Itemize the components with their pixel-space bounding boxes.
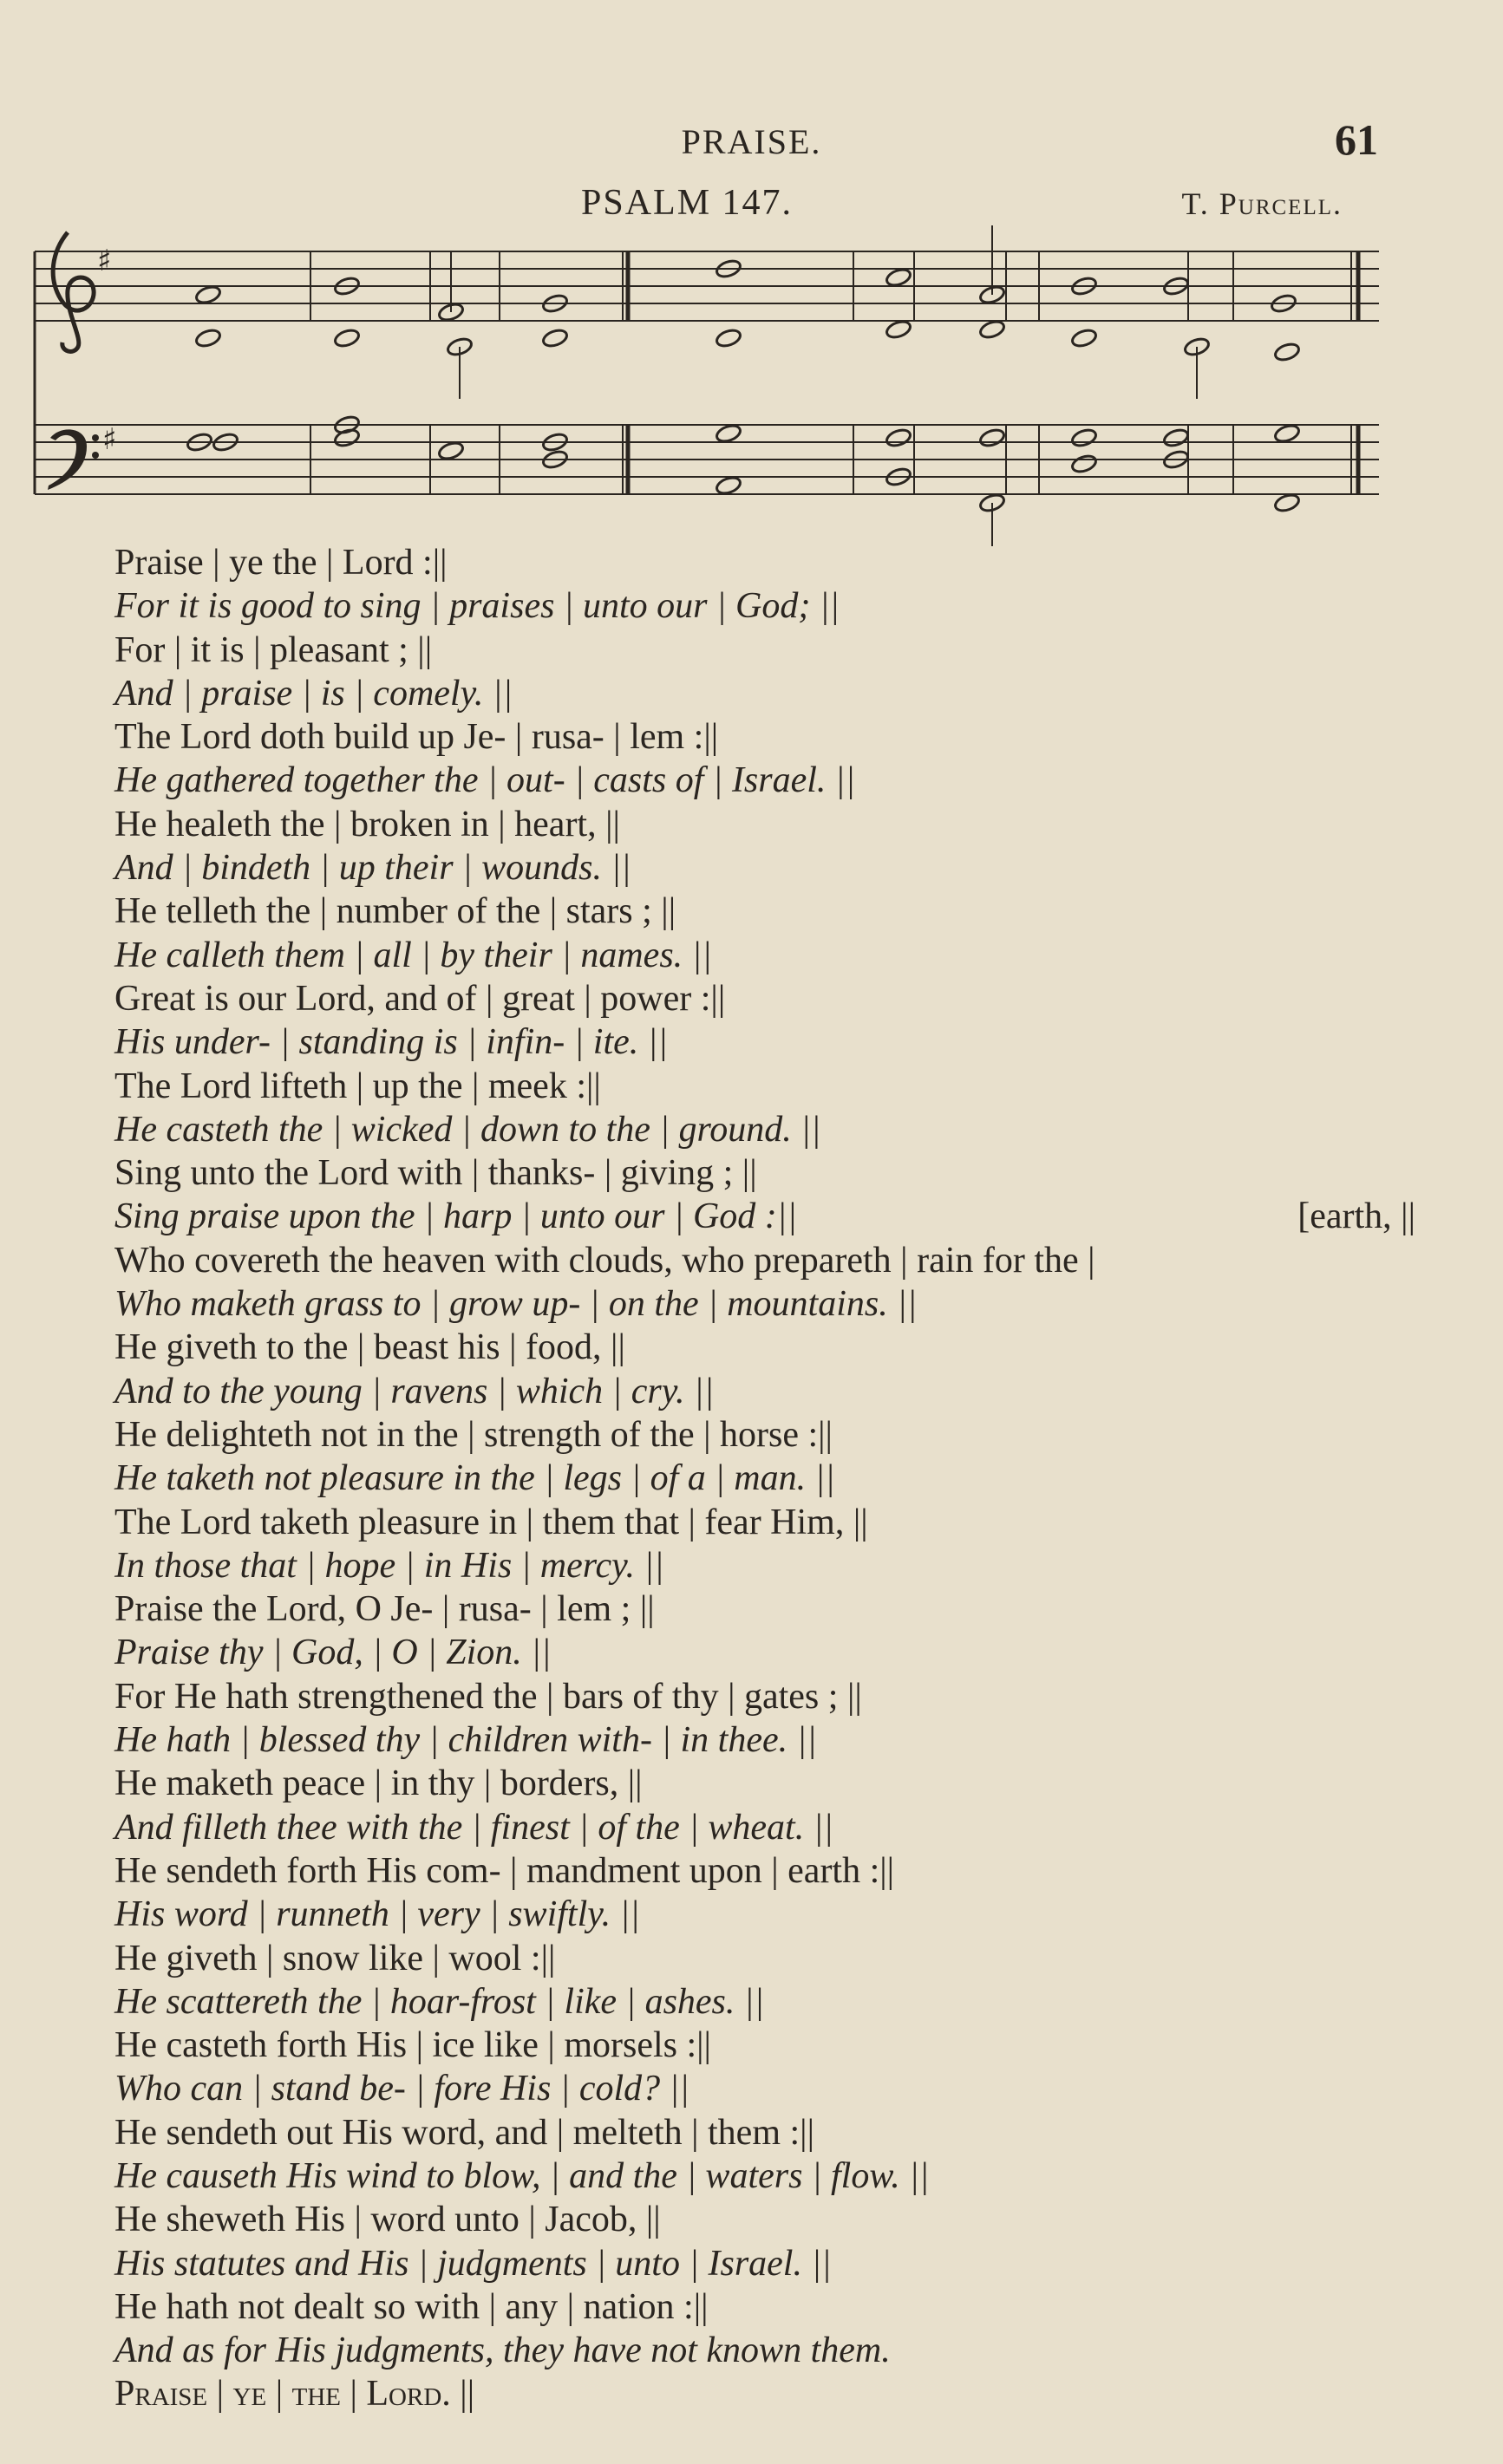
note-stems bbox=[451, 225, 1197, 546]
bass-key-signature-icon: ♯ bbox=[102, 422, 117, 457]
chant-line bbox=[114, 934, 1398, 977]
chant-line-text: Praise | ye | the | Lord. || bbox=[114, 2374, 475, 2415]
chant-line bbox=[114, 1980, 1398, 2024]
chant-line bbox=[114, 1762, 1398, 1805]
chant-line bbox=[114, 584, 1398, 628]
chant-line bbox=[114, 2372, 1398, 2415]
chant-line bbox=[114, 846, 1398, 890]
psalm-title: PSALM 147. bbox=[581, 183, 794, 223]
chant-line bbox=[114, 1239, 1398, 1282]
chant-line-text: He delighteth not in the | strength of the | horse :|| bbox=[114, 1414, 833, 1455]
chant-line-text: He calleth them | all | by their | names. || bbox=[114, 935, 712, 975]
psalm-text bbox=[114, 541, 1415, 2416]
chant-line-text: He giveth to the | beast his | food, || bbox=[114, 1327, 625, 1368]
chant-line-text: He gathered together the | out- | casts of | Israel. || bbox=[114, 760, 856, 801]
treble-staff bbox=[35, 251, 1379, 321]
chant-line-text: He sendeth out His word, and | melteth | them :|| bbox=[114, 2112, 814, 2153]
chant-line bbox=[114, 1893, 1398, 1936]
chant-line bbox=[114, 759, 1398, 802]
chant-line bbox=[114, 1108, 1398, 1151]
chant-line-text: And to the young | ravens | which | cry. || bbox=[114, 1371, 715, 1411]
chant-line bbox=[114, 2242, 1398, 2285]
chant-line-text: He scattereth the | hoar-frost | like | ashes. || bbox=[114, 1981, 764, 2022]
chant-line bbox=[114, 977, 1398, 1020]
chant-line-text: Praise thy | God, | O | Zion. || bbox=[114, 1633, 552, 1673]
chant-line-text: For He hath strengthened the | bars of thy | gates ; || bbox=[114, 1676, 862, 1717]
chant-line bbox=[114, 1587, 1398, 1631]
chant-line bbox=[114, 1806, 1398, 1849]
running-head: PRAISE. bbox=[681, 122, 822, 161]
chant-line-text: He taketh not pleasure in the | legs | of a | man. || bbox=[114, 1458, 835, 1499]
chant-line bbox=[114, 1631, 1398, 1674]
chant-line bbox=[114, 890, 1398, 933]
chant-line bbox=[114, 1020, 1398, 1064]
chant-line-text: Great is our Lord, and of | great | power :|| bbox=[114, 978, 726, 1019]
chant-line-text: He hath | blessed thy | children with- | in thee. || bbox=[114, 1720, 817, 1761]
chant-line bbox=[114, 715, 1398, 759]
chant-line bbox=[114, 1718, 1398, 1762]
chant-line-text: Praise | ye the | Lord :|| bbox=[114, 543, 448, 583]
chant-line-text: He healeth the | broken in | heart, || bbox=[114, 804, 620, 844]
chant-line-text: He casteth forth His | ice like | morsels :|| bbox=[114, 2025, 711, 2066]
chant-music-score bbox=[0, 0, 1503, 555]
chant-line bbox=[114, 2198, 1398, 2241]
chant-line-text: His word | runneth | very | swiftly. || bbox=[114, 1894, 640, 1935]
chant-line-text: Who maketh grass to | grow up- | on the | mountains. || bbox=[114, 1284, 918, 1325]
chant-line-text: Sing praise upon the | harp | unto our | God :|| bbox=[114, 1196, 797, 1237]
chant-line-turnover: [earth, || bbox=[1297, 1196, 1415, 1237]
chant-line bbox=[114, 1326, 1398, 1369]
chant-line bbox=[114, 2154, 1398, 2198]
chant-line-text: His under- | standing is | infin- | ite. || bbox=[114, 1022, 668, 1063]
chant-line bbox=[114, 2067, 1398, 2110]
chant-line-text: He casteth the | wicked | down to the | ground. || bbox=[114, 1109, 821, 1150]
treble-key-signature-icon: ♯ bbox=[97, 244, 112, 278]
chant-line-text: And as for His judgments, they have not known them. bbox=[114, 2330, 891, 2371]
chant-line bbox=[114, 1195, 1415, 1238]
chant-line-text: His statutes and His | judgments | unto | Israel. || bbox=[114, 2243, 832, 2284]
chant-line bbox=[114, 672, 1398, 715]
chant-line-text: He telleth the | number of the | stars ; || bbox=[114, 891, 676, 932]
chant-line-text: The Lord lifteth | up the | meek :|| bbox=[114, 1066, 601, 1106]
chant-line bbox=[114, 1675, 1398, 1718]
chant-line bbox=[114, 1151, 1398, 1195]
chant-line-text: And filleth thee with the | finest | of the | wheat. || bbox=[114, 1807, 833, 1848]
chant-line bbox=[114, 1937, 1398, 1980]
chant-line bbox=[114, 1849, 1398, 1893]
chant-line bbox=[114, 803, 1398, 846]
chant-line bbox=[114, 2285, 1398, 2329]
chant-line-text: Who can | stand be- | fore His | cold? || bbox=[114, 2069, 689, 2109]
notes-treble bbox=[194, 258, 1301, 363]
chant-line-text: And | praise | is | comely. || bbox=[114, 673, 513, 714]
notes-bass bbox=[186, 414, 1301, 514]
chant-line bbox=[114, 2329, 1398, 2372]
chant-line bbox=[114, 1370, 1398, 1413]
chant-line-text: In those that | hope | in His | mercy. || bbox=[114, 1545, 664, 1586]
chant-line-text: He hath not dealt so with | any | nation :|| bbox=[114, 2286, 709, 2327]
chant-line-text: The Lord doth build up Je- | rusa- | lem :|| bbox=[114, 717, 719, 758]
chant-line-text: And | bindeth | up their | wounds. || bbox=[114, 848, 631, 889]
treble-clef-icon bbox=[53, 232, 94, 351]
chant-line bbox=[114, 1544, 1398, 1587]
chant-line-text: Praise the Lord, O Je- | rusa- | lem ; || bbox=[114, 1589, 655, 1630]
chant-line-text: The Lord taketh pleasure in | them that | fear Him, || bbox=[114, 1502, 868, 1542]
chant-line bbox=[114, 1065, 1398, 1108]
chant-line bbox=[114, 541, 1398, 584]
page-number: 61 bbox=[1335, 115, 1378, 164]
chant-line-text: For it is good to sing | praises | unto our | God; || bbox=[114, 586, 840, 627]
chant-line-text: He giveth | snow like | wool :|| bbox=[114, 1938, 556, 1978]
chant-line bbox=[114, 1282, 1398, 1326]
chant-line-text: For | it is | pleasant ; || bbox=[114, 629, 433, 670]
chant-line bbox=[114, 629, 1398, 672]
chant-line-text: Sing unto the Lord with | thanks- | giving ; || bbox=[114, 1153, 757, 1194]
chant-line bbox=[114, 1413, 1398, 1457]
composer-credit: T. Purcell. bbox=[1181, 186, 1343, 221]
chant-line bbox=[114, 1501, 1398, 1544]
chant-line bbox=[114, 1457, 1398, 1500]
chant-line-text: He sheweth His | word unto | Jacob, || bbox=[114, 2200, 661, 2240]
chant-line-text: He causeth His wind to blow, | and the | waters | flow. || bbox=[114, 2155, 930, 2196]
chant-line-text: He maketh peace | in thy | borders, || bbox=[114, 1763, 643, 1804]
chant-line bbox=[114, 2024, 1398, 2067]
chant-line bbox=[114, 2111, 1398, 2154]
chant-line-text: He sendeth forth His com- | mandment upon | earth :|| bbox=[114, 1850, 895, 1891]
chant-line-text: Who covereth the heaven with clouds, who prepareth | rain for the | bbox=[114, 1240, 1095, 1281]
